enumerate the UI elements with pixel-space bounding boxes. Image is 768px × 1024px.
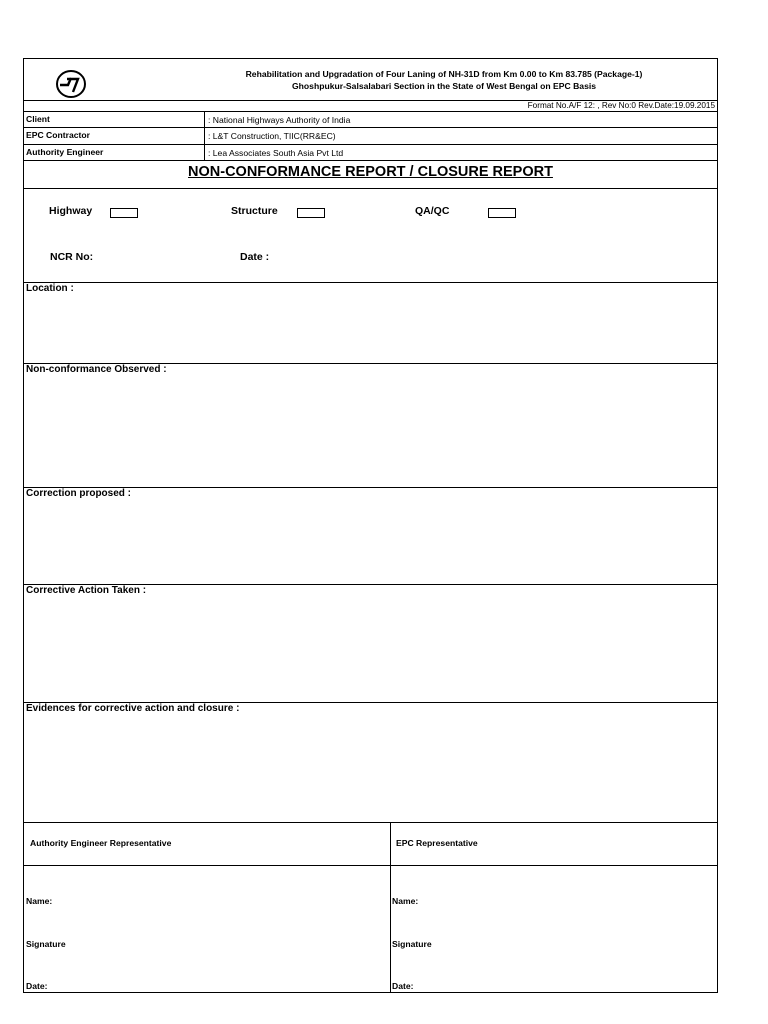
divider <box>24 188 717 189</box>
nonconformance-label: Non-conformance Observed : <box>26 364 167 375</box>
authority-engineer-value: : Lea Associates South Asia Pvt Ltd <box>208 148 344 158</box>
client-value: : National Highways Authority of India <box>208 115 351 125</box>
right-signature-label: Signature <box>392 939 432 949</box>
corrective-action-label: Corrective Action Taken : <box>26 585 147 596</box>
divider <box>24 144 717 145</box>
divider <box>204 111 205 160</box>
report-title <box>24 164 717 180</box>
category-structure-label: Structure <box>231 205 278 217</box>
highway-checkbox[interactable] <box>110 208 138 218</box>
structure-checkbox[interactable] <box>297 208 325 218</box>
divider <box>390 822 391 993</box>
ncr-form <box>23 58 718 993</box>
ncr-number-label: NCR No: <box>50 251 94 263</box>
left-date-label: Date: <box>26 981 48 991</box>
lt-logo-icon <box>54 67 88 101</box>
epc-contractor-label: EPC Contractor <box>26 130 90 140</box>
authority-engineer-rep-title: Authority Engineer Representative <box>30 838 172 848</box>
epc-rep-title: EPC Representative <box>396 838 478 848</box>
client-label: Client <box>26 114 50 124</box>
category-qaqc-label: QA/QC <box>415 205 450 217</box>
authority-engineer-label: Authority Engineer <box>26 147 104 157</box>
divider <box>24 160 717 161</box>
left-signature-label: Signature <box>26 939 66 949</box>
project-title-line-2: Ghoshpukur-Salsalabari Section in the State of West Bengal on EPC Basis <box>291 81 597 91</box>
correction-proposed-label: Correction proposed : <box>26 488 132 499</box>
divider <box>24 865 717 866</box>
divider <box>24 282 717 283</box>
epc-contractor-value: : L&T Construction, TIIC(RR&EC) <box>208 131 336 141</box>
report-title-text: NON-CONFORMANCE REPORT / CLOSURE REPORT <box>188 164 553 180</box>
divider <box>24 111 717 112</box>
right-name-label: Name: <box>392 896 419 906</box>
ncr-date-label: Date : <box>240 251 270 263</box>
format-number: Format No.A/F 12: , Rev No:0 Rev.Date:19.09.2015 <box>527 101 715 110</box>
location-label: Location : <box>26 283 74 294</box>
left-name-label: Name: <box>26 896 53 906</box>
divider <box>24 127 717 128</box>
evidences-label: Evidences for corrective action and closure : <box>26 703 240 714</box>
project-title-line-1: Rehabilitation and Upgradation of Four Laning of NH-31D from Km 0.00 to Km 83.785 (Package-1) <box>245 69 643 79</box>
qaqc-checkbox[interactable] <box>488 208 516 218</box>
divider <box>24 822 717 823</box>
category-highway-label: Highway <box>49 205 93 217</box>
right-date-label: Date: <box>392 981 414 991</box>
